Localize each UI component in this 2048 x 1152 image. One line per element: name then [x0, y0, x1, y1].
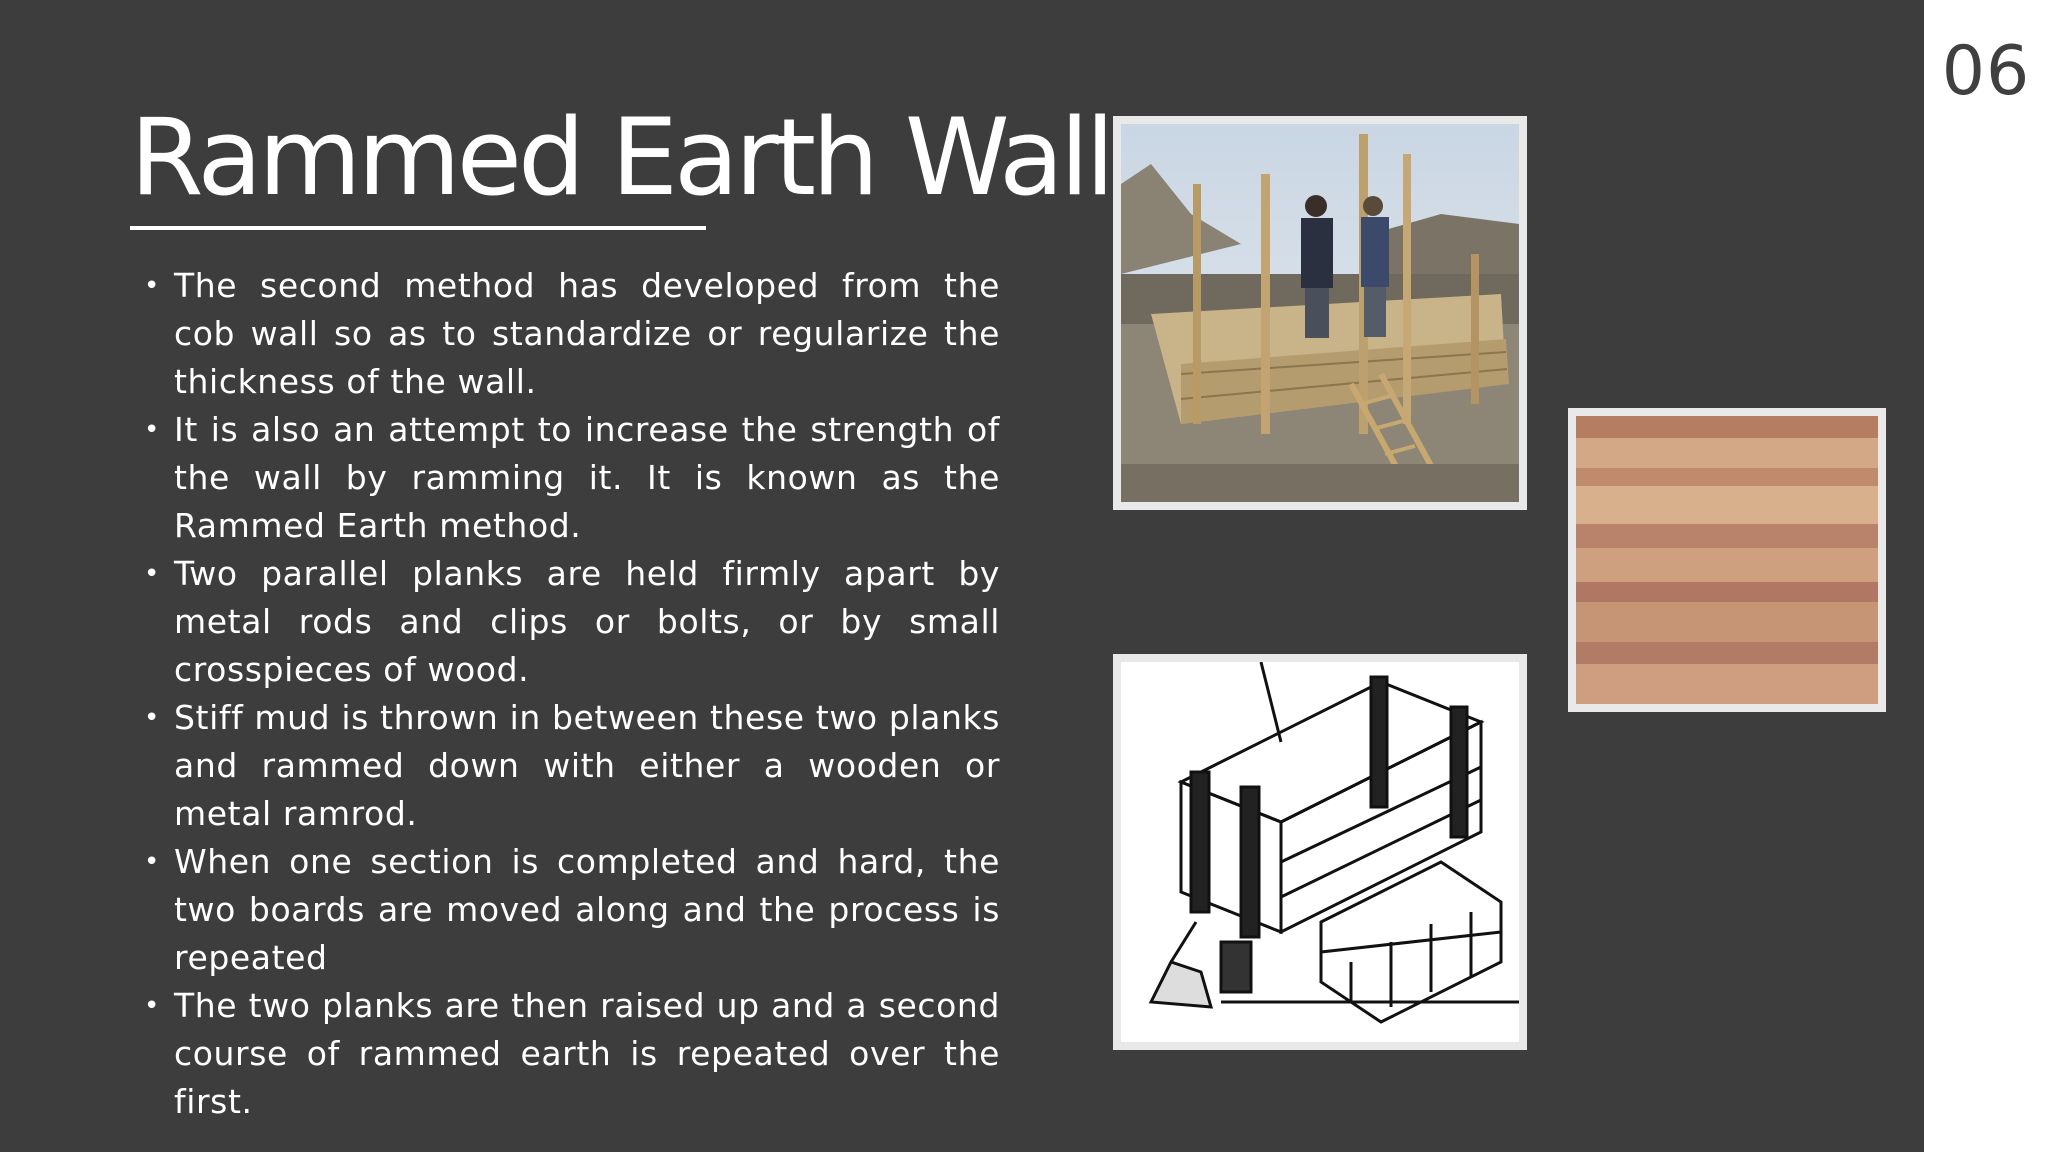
page-number: 06	[1941, 32, 2031, 111]
bullet-item: • The two planks are then raised up and a second course of rammed earth is repeated over the first.	[140, 982, 1000, 1126]
bullet-item: • It is also an attempt to increase the strength of the wall by ramming it. It is known as the Rammed Earth method.	[140, 406, 1000, 550]
bullet-item: • Two parallel planks are held firmly apart by metal rods and clips or bolts, or by small crosspieces of wood.	[140, 550, 1000, 694]
right-margin-strip	[1924, 0, 2048, 1152]
construction-photo	[1113, 116, 1527, 510]
slide-title: Rammed Earth Wall	[130, 96, 1111, 219]
formwork-drawing	[1113, 654, 1527, 1050]
bullet-item: • When one section is completed and hard, the two boards are moved along and the process is repeated	[140, 838, 1000, 982]
texture-photo	[1568, 408, 1886, 712]
bullet-list	[140, 262, 1000, 1126]
bullet-item: • The second method has developed from the cob wall so as to standardize or regularize the thickness of the wall.	[140, 262, 1000, 406]
title-underline	[130, 226, 706, 230]
bullet-item: • Stiff mud is thrown in between these two planks and rammed down with either a wooden or metal ramrod.	[140, 694, 1000, 838]
